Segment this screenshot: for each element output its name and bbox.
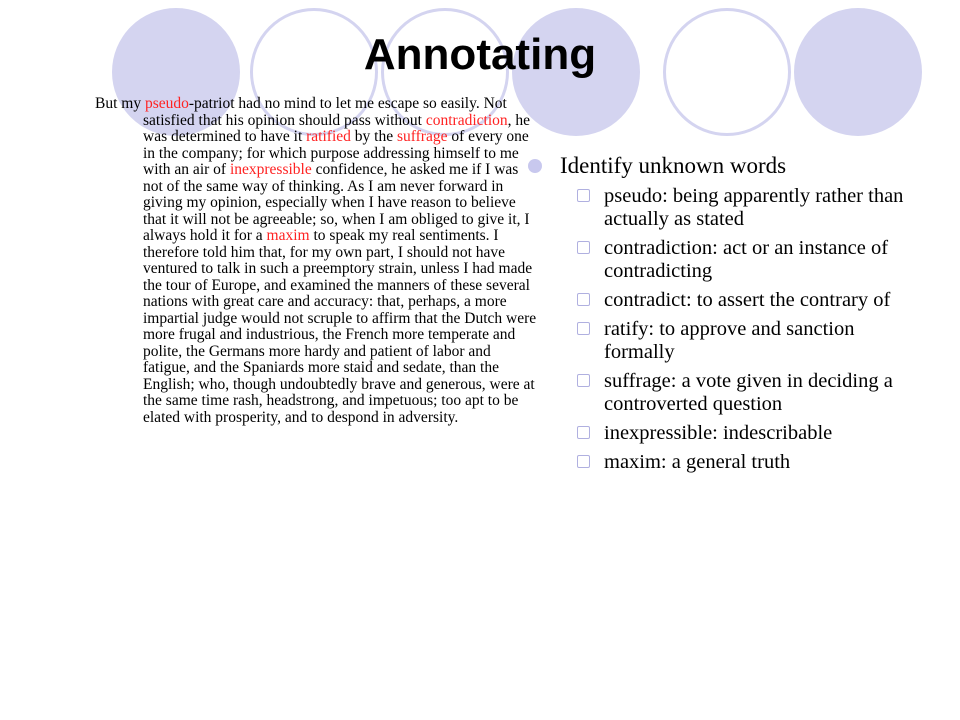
main-bullet — [525, 153, 925, 179]
definition-item — [525, 422, 925, 445]
highlighted-word: ratified — [306, 128, 351, 145]
bullet-dot-icon — [528, 159, 542, 173]
square-bullet-icon — [577, 293, 590, 306]
passage-segment: of every one in the company; for which purpose addressing himself to me with an air of — [143, 128, 529, 178]
highlighted-word: inexpressible — [229, 161, 312, 178]
passage-text — [95, 96, 538, 426]
definition-item — [525, 318, 925, 364]
definition-text: inexpressible: indescribable — [604, 422, 833, 444]
passage-segment: to speak my real sentiments. I therefore told him that, for my own part, I should not have ventured to talk in such a preemptory strain, unless I had made the tour of Europe, and examined the manners of these several nations with great care and accuracy: that, perhaps, a more impartial judge would not scruple to affirm that the Dutch were more frugal and industrious, the French more temperate and polite, the Germans more hardy and patient of labor and fatigue, and the Spaniards more staid and sedate, than the English; who, though undoubtedly brave and generous, were at the same time rash, headstrong, and impetuous; too apt to be elated with prosperity, and to despond in adversity. — [143, 227, 537, 426]
definition-text: contradiction: act or an instance of contradicting — [604, 237, 889, 282]
passage-segment: -patriot had no mind to let me escape so easily. Not satisfied that his opinion should pass without — [143, 95, 507, 129]
slide-title: Annotating — [363, 30, 597, 79]
square-bullet-icon — [577, 189, 590, 202]
definition-item — [525, 237, 925, 283]
definitions-list — [525, 185, 925, 474]
square-bullet-icon — [577, 455, 590, 468]
highlighted-word: pseudo — [144, 95, 189, 112]
square-bullet-icon — [577, 374, 590, 387]
passage-segment: by the — [350, 128, 397, 145]
passage-segment: But my — [95, 95, 145, 112]
highlighted-word: maxim — [266, 227, 310, 244]
definition-text: maxim: a general truth — [604, 451, 791, 473]
square-bullet-icon — [577, 426, 590, 439]
square-bullet-icon — [577, 241, 590, 254]
definitions-panel — [525, 153, 925, 474]
definition-text: contradict: to assert the contrary of — [604, 289, 891, 311]
definition-item — [525, 289, 925, 312]
definition-item — [525, 370, 925, 416]
passage-segment: confidence, he asked me if I was not of the same way of thinking. As I am never forward in giving my opinion, especially when I have reason to believe that it will not be agreeable; so, when I am obliged to give it, I always hold it for a — [143, 161, 530, 244]
definition-text: suffrage: a vote given in deciding a controverted question — [604, 370, 893, 415]
highlighted-word: contradiction — [425, 111, 508, 129]
highlighted-word: suffrage — [396, 128, 448, 145]
definition-text: ratify: to approve and sanction formally — [604, 318, 855, 363]
definition-item — [525, 185, 925, 231]
passage-segment: , he was determined to have it — [143, 111, 531, 145]
definition-text: pseudo: being apparently rather than actually as stated — [604, 185, 904, 230]
definition-item — [525, 451, 925, 474]
main-bullet-label: Identify unknown words — [560, 153, 787, 178]
square-bullet-icon — [577, 322, 590, 335]
